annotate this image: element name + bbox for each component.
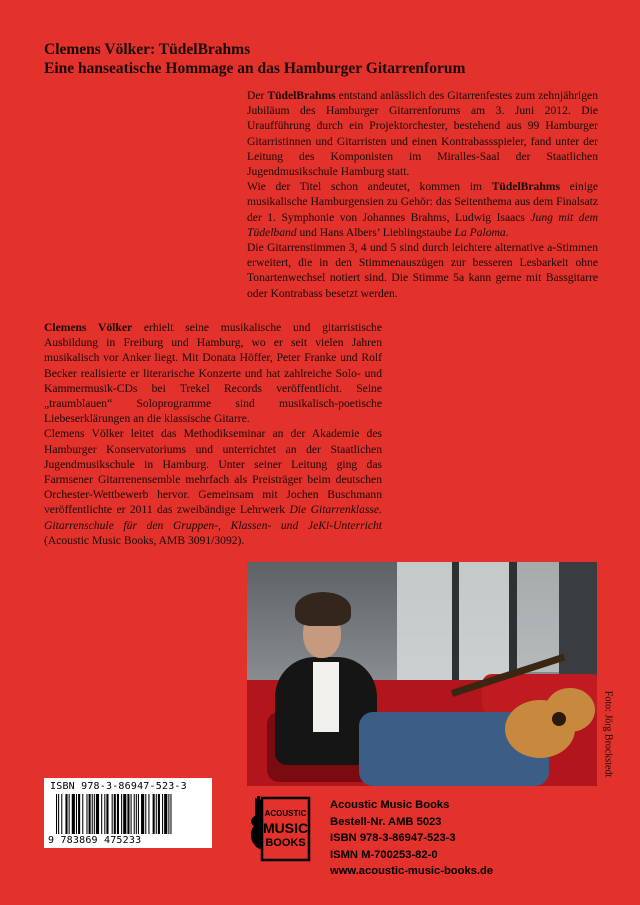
description-paragraph: [247, 88, 598, 179]
hair: [295, 592, 351, 626]
text-run: Der: [247, 89, 268, 102]
description-paragraph: [247, 179, 598, 240]
barcode-digits: 9 783869 475233: [48, 835, 142, 846]
author-name-bold: Clemens Völker: [44, 321, 133, 334]
text-run: entstand anlässlich des Gitarrenfestes zum zehnjährigen Jubiläum des Hamburger Gitarrenforums am 3. Juni 2012. Die Uraufführung durch ein Projektorchester, bestehend aus 99 Hamburger Gitarristinnen und Gitarristen und einen Kontrabassspieler, fand unter der Leitung des Komponisten im Miralles-Saal der Staatlichen Jugendmusikschule Hamburg statt.: [247, 89, 599, 179]
publisher-name: Acoustic Music Books: [330, 799, 450, 811]
title-block: [44, 40, 465, 78]
work-title-bold: TüdelBrahms: [267, 89, 336, 102]
page-subtitle: Eine hanseatische Hommage an das Hamburger Gitarrenforum: [44, 60, 466, 77]
publisher-website: www.acoustic-music-books.de: [330, 865, 494, 877]
text-run: einige musikalische Hamburgensien zu Gehör: das Seitenthema aus dem Finalsatz der 1. Symphonie von Johannes Brahms, Ludwig Isaacs: [247, 180, 598, 224]
text-run: .: [505, 225, 509, 239]
text-run: erhielt seine musikalische und gitarristische Ausbildung in Freiburg und Hamburg, wo er seit vielen Jahren musikalisch vor Anker liegt. Mit Donata Höffer, Peter Franke und Rolf Becker realisierte er literarische Konzerte und hat zahlreiche Solo- und Kammermusik-CDs bei Trekel Records veröffentlicht. Seine „traumblauen“ Soloprogramme sind musikalisch-poetische Liebeserklärungen an die klassische Gitarre.: [44, 321, 383, 426]
book-title-italic: Die Gitarrenklasse. Gitarrenschule für den Gruppen-, Klassen- und JeKi-Unterricht: [44, 503, 382, 532]
window-pane: [517, 562, 559, 672]
text-run: (Acoustic Music Books, AMB 3091/3092).: [44, 533, 245, 547]
author-photo: [247, 562, 597, 786]
photo-credit: [599, 678, 617, 790]
page-title: Clemens Völker: TüdelBrahms: [44, 41, 251, 58]
work-title-bold: TüdelBrahms: [491, 180, 560, 194]
order-number: Bestell-Nr. AMB 5023: [330, 815, 442, 828]
work-description: [247, 88, 598, 301]
isbn-number: ISBN 978-3-86947-523-3: [330, 832, 456, 844]
publisher-info: [330, 797, 493, 880]
barcode-bars: [56, 794, 206, 834]
wall-panel: [559, 562, 597, 692]
bio-paragraph: [44, 426, 382, 548]
barcode-isbn-label: ISBN 978-3-86947-523-3: [50, 781, 187, 792]
logo-text-acoustic: ACOUSTIC: [264, 809, 307, 818]
window-frame: [452, 562, 459, 687]
barcode-box: [44, 778, 212, 848]
text-run: und Hans Albers’ Lieblingstaube: [296, 225, 455, 239]
bio-paragraph: [44, 320, 382, 426]
description-paragraph: Die Gitarrenstimmen 3, 4 und 5 sind durch leichtere alternative a-Stimmen erweitert, die in den Stimmenauszügen zur besseren Lesbarkeit ohne Tonartenwechsel notiert sind. Die Stimme 5a kann gerne mit Bassgitarre oder Kontrabass besetzt werden.: [247, 241, 598, 300]
text-run: Wie der Titel schon andeutet, kommen im: [247, 180, 492, 194]
shirt: [313, 662, 339, 732]
text-run: Clemens Völker leitet das Methodikseminar an der Akademie des Hamburger Konservatoriums und unterrichtet an der Staatlichen Jugendmusikschule in Hamburg. Unter seiner Leitung ging das Farmsener Gitarrenensemble mehrfach als Preisträger beim deutschen Orchester-Wettbewerb hervor. Gemeinsam mit Jochen Buschmann veröffentlichte er 2011 das zweibändige Lehrwerk: [44, 427, 382, 517]
guitar-soundhole: [552, 712, 566, 726]
publisher-logo: [248, 796, 312, 862]
logo-text-music: MUSIC: [263, 820, 309, 836]
logo-text-books: BOOKS: [265, 837, 306, 849]
ismn-number: ISMN M-700253-82-0: [330, 848, 438, 861]
song-title-italic: La Paloma: [454, 225, 506, 239]
author-bio: [44, 320, 382, 548]
song-title-italic: Jung mit dem Tüdelband: [247, 210, 598, 239]
guitar-body-upper: [545, 688, 595, 732]
window-pane: [459, 562, 509, 682]
window-pane: [397, 562, 452, 682]
photo-credit-text: Foto: Jörg Brockstedt: [602, 690, 614, 778]
